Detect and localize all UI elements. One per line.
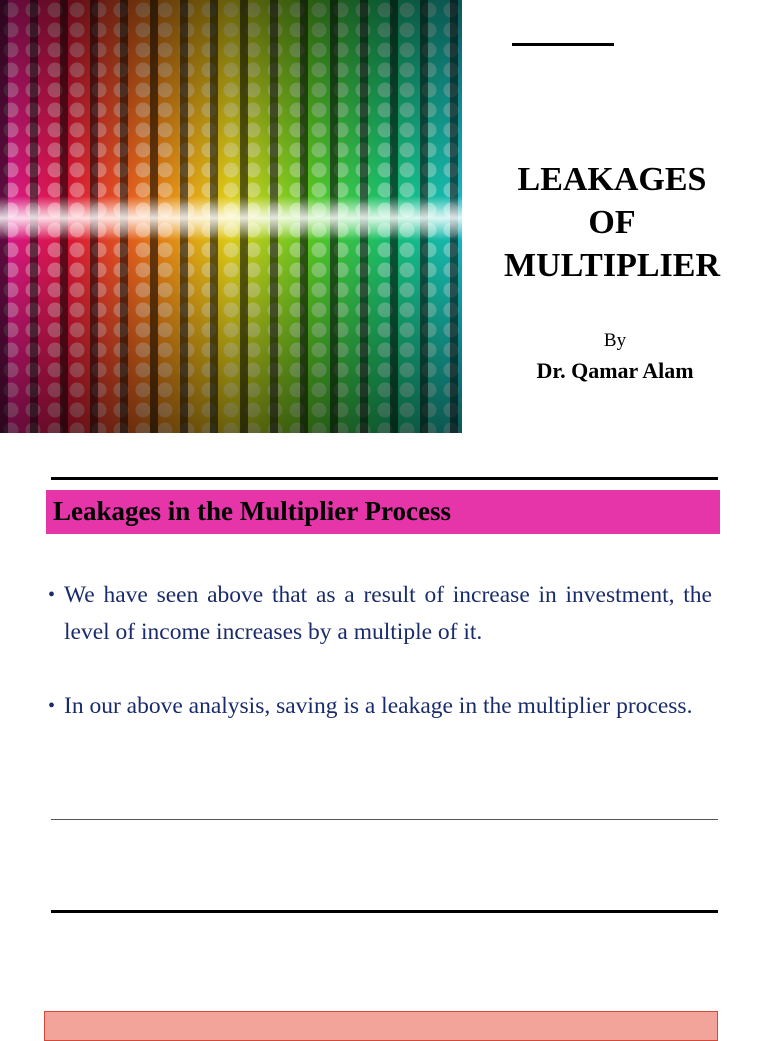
bokeh-light-graphic xyxy=(0,0,462,433)
author-name: Dr. Qamar Alam xyxy=(536,358,694,383)
title-line: LEAKAGES xyxy=(517,161,707,198)
slide-title xyxy=(470,158,754,287)
list-item xyxy=(48,688,712,725)
bullet-icon: • xyxy=(48,695,56,717)
title-line: MULTIPLIER xyxy=(503,247,721,284)
cover-bokeh-image xyxy=(0,0,462,433)
slide-top-rule xyxy=(51,910,718,913)
title-rule xyxy=(512,43,614,46)
bullet-list xyxy=(48,577,712,763)
bullet-text: In our above analysis, saving is a leakage in the multiplier process. xyxy=(64,693,693,719)
list-item xyxy=(48,577,712,650)
bullet-text: We have seen above that as a result of increase in investment, the level of income increases by a multiple of it. xyxy=(64,582,712,645)
by-label: By xyxy=(603,330,627,351)
bullet-icon: • xyxy=(48,584,56,606)
section-heading: Leakages in the Multiplier Process xyxy=(46,490,720,534)
slide-bottom-rule xyxy=(51,819,718,820)
slide-top-rule xyxy=(51,477,718,480)
next-slide-text-box xyxy=(44,1011,718,1041)
title-line: OF xyxy=(588,204,636,241)
